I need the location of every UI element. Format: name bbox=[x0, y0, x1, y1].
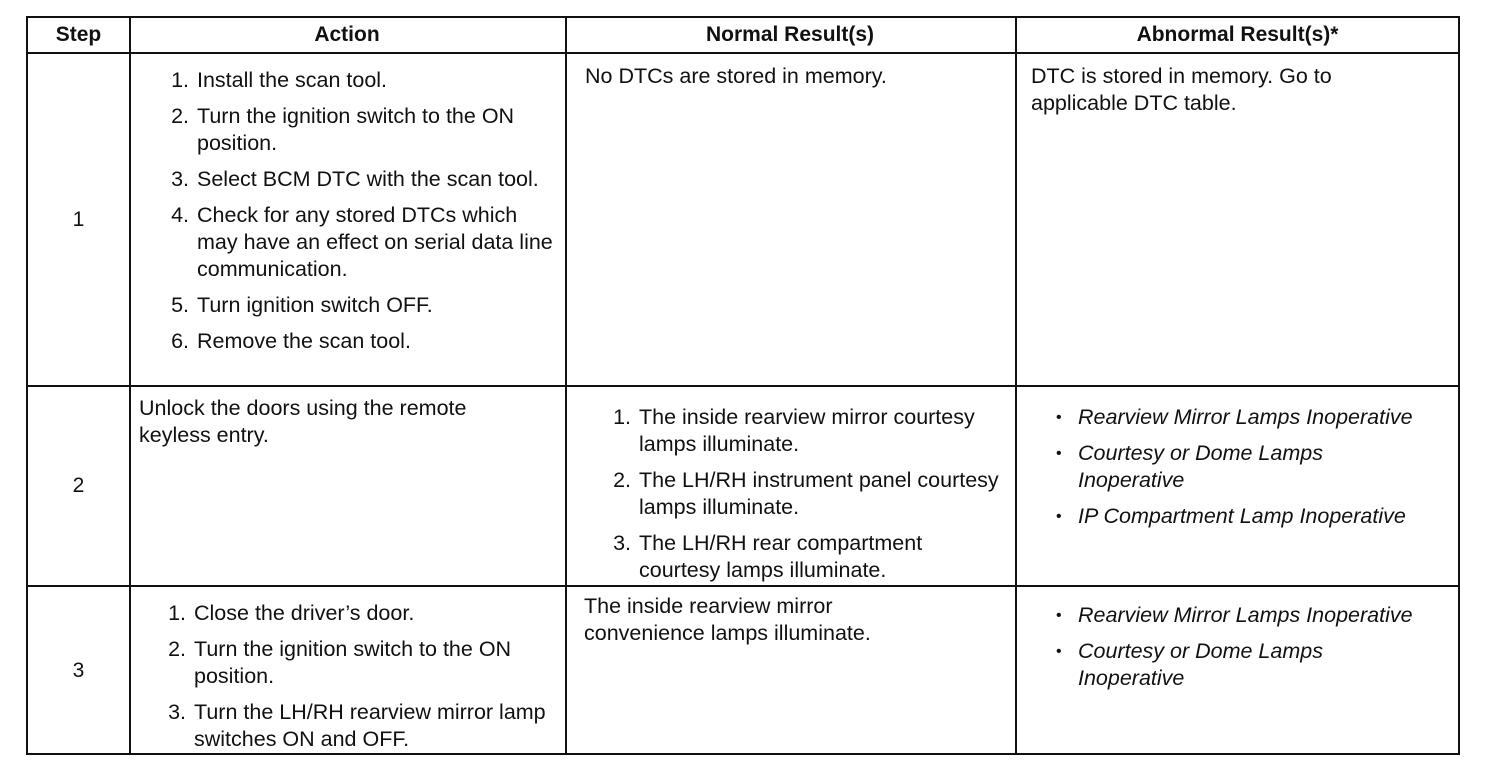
normal-result-text: The inside rearview mirror convenience lamps illuminate. bbox=[584, 594, 871, 645]
list-item: 1. Close the driver’s door. bbox=[168, 601, 415, 625]
row-divider bbox=[28, 385, 1458, 387]
abnormal-result-cell bbox=[1052, 602, 1422, 701]
normal-results-list bbox=[605, 404, 1005, 584]
list-item: 6. Remove the scan tool. bbox=[171, 329, 411, 353]
step-number: 3 bbox=[72, 659, 85, 682]
action-cell bbox=[160, 600, 560, 762]
normal-result-text: No DTCs are stored in memory. bbox=[585, 64, 887, 88]
header-abnormal-results: Abnormal Result(s)* bbox=[1136, 23, 1339, 46]
list-item: 3. The LH/RH rear compartment courtesy lamps illuminate. bbox=[613, 531, 923, 582]
abnormal-result-text: DTC is stored in memory. Go to applicable DTC table. bbox=[1031, 64, 1332, 115]
step-number: 2 bbox=[72, 474, 85, 497]
list-item: 5. Turn ignition switch OFF. bbox=[171, 293, 433, 317]
list-item: 4. Check for any stored DTCs which may have an effect on serial data line communication. bbox=[171, 203, 553, 281]
header-action: Action bbox=[314, 23, 380, 46]
list-item[interactable]: • Courtesy or Dome Lamps Inoperative bbox=[1056, 639, 1323, 690]
list-item: 1. The inside rearview mirror courtesy lamps illuminate. bbox=[613, 405, 975, 456]
action-steps-list bbox=[160, 600, 560, 753]
abnormal-results-list bbox=[1052, 602, 1422, 692]
abnormal-result-cell bbox=[1052, 404, 1422, 539]
action-steps-list bbox=[163, 67, 558, 355]
list-item[interactable]: • Rearview Mirror Lamps Inoperative bbox=[1056, 603, 1413, 627]
list-item[interactable]: • Courtesy or Dome Lamps Inoperative bbox=[1056, 441, 1323, 492]
action-text: Unlock the doors using the remote keyless entry. bbox=[139, 396, 467, 447]
list-item: 3. Select BCM DTC with the scan tool. bbox=[171, 167, 539, 191]
header-step: Step bbox=[55, 23, 102, 46]
list-item: 2. The LH/RH instrument panel courtesy lamps illuminate. bbox=[613, 468, 999, 519]
list-item: 1. Install the scan tool. bbox=[171, 68, 388, 92]
header-normal-results: Normal Result(s) bbox=[705, 23, 875, 46]
normal-result-cell bbox=[605, 404, 1005, 593]
list-item: 2. Turn the ignition switch to the ON position. bbox=[168, 637, 512, 688]
action-cell bbox=[163, 67, 558, 364]
list-item[interactable]: • Rearview Mirror Lamps Inoperative bbox=[1056, 405, 1413, 429]
list-item: 2. Turn the ignition switch to the ON position. bbox=[171, 104, 515, 155]
diagnostic-table bbox=[26, 16, 1460, 755]
list-item: 3. Turn the LH/RH rearview mirror lamp switches ON and OFF. bbox=[168, 700, 546, 751]
row-divider bbox=[28, 52, 1458, 54]
step-number: 1 bbox=[72, 207, 85, 231]
abnormal-results-list bbox=[1052, 404, 1422, 530]
list-item[interactable]: • IP Compartment Lamp Inoperative bbox=[1056, 504, 1406, 528]
